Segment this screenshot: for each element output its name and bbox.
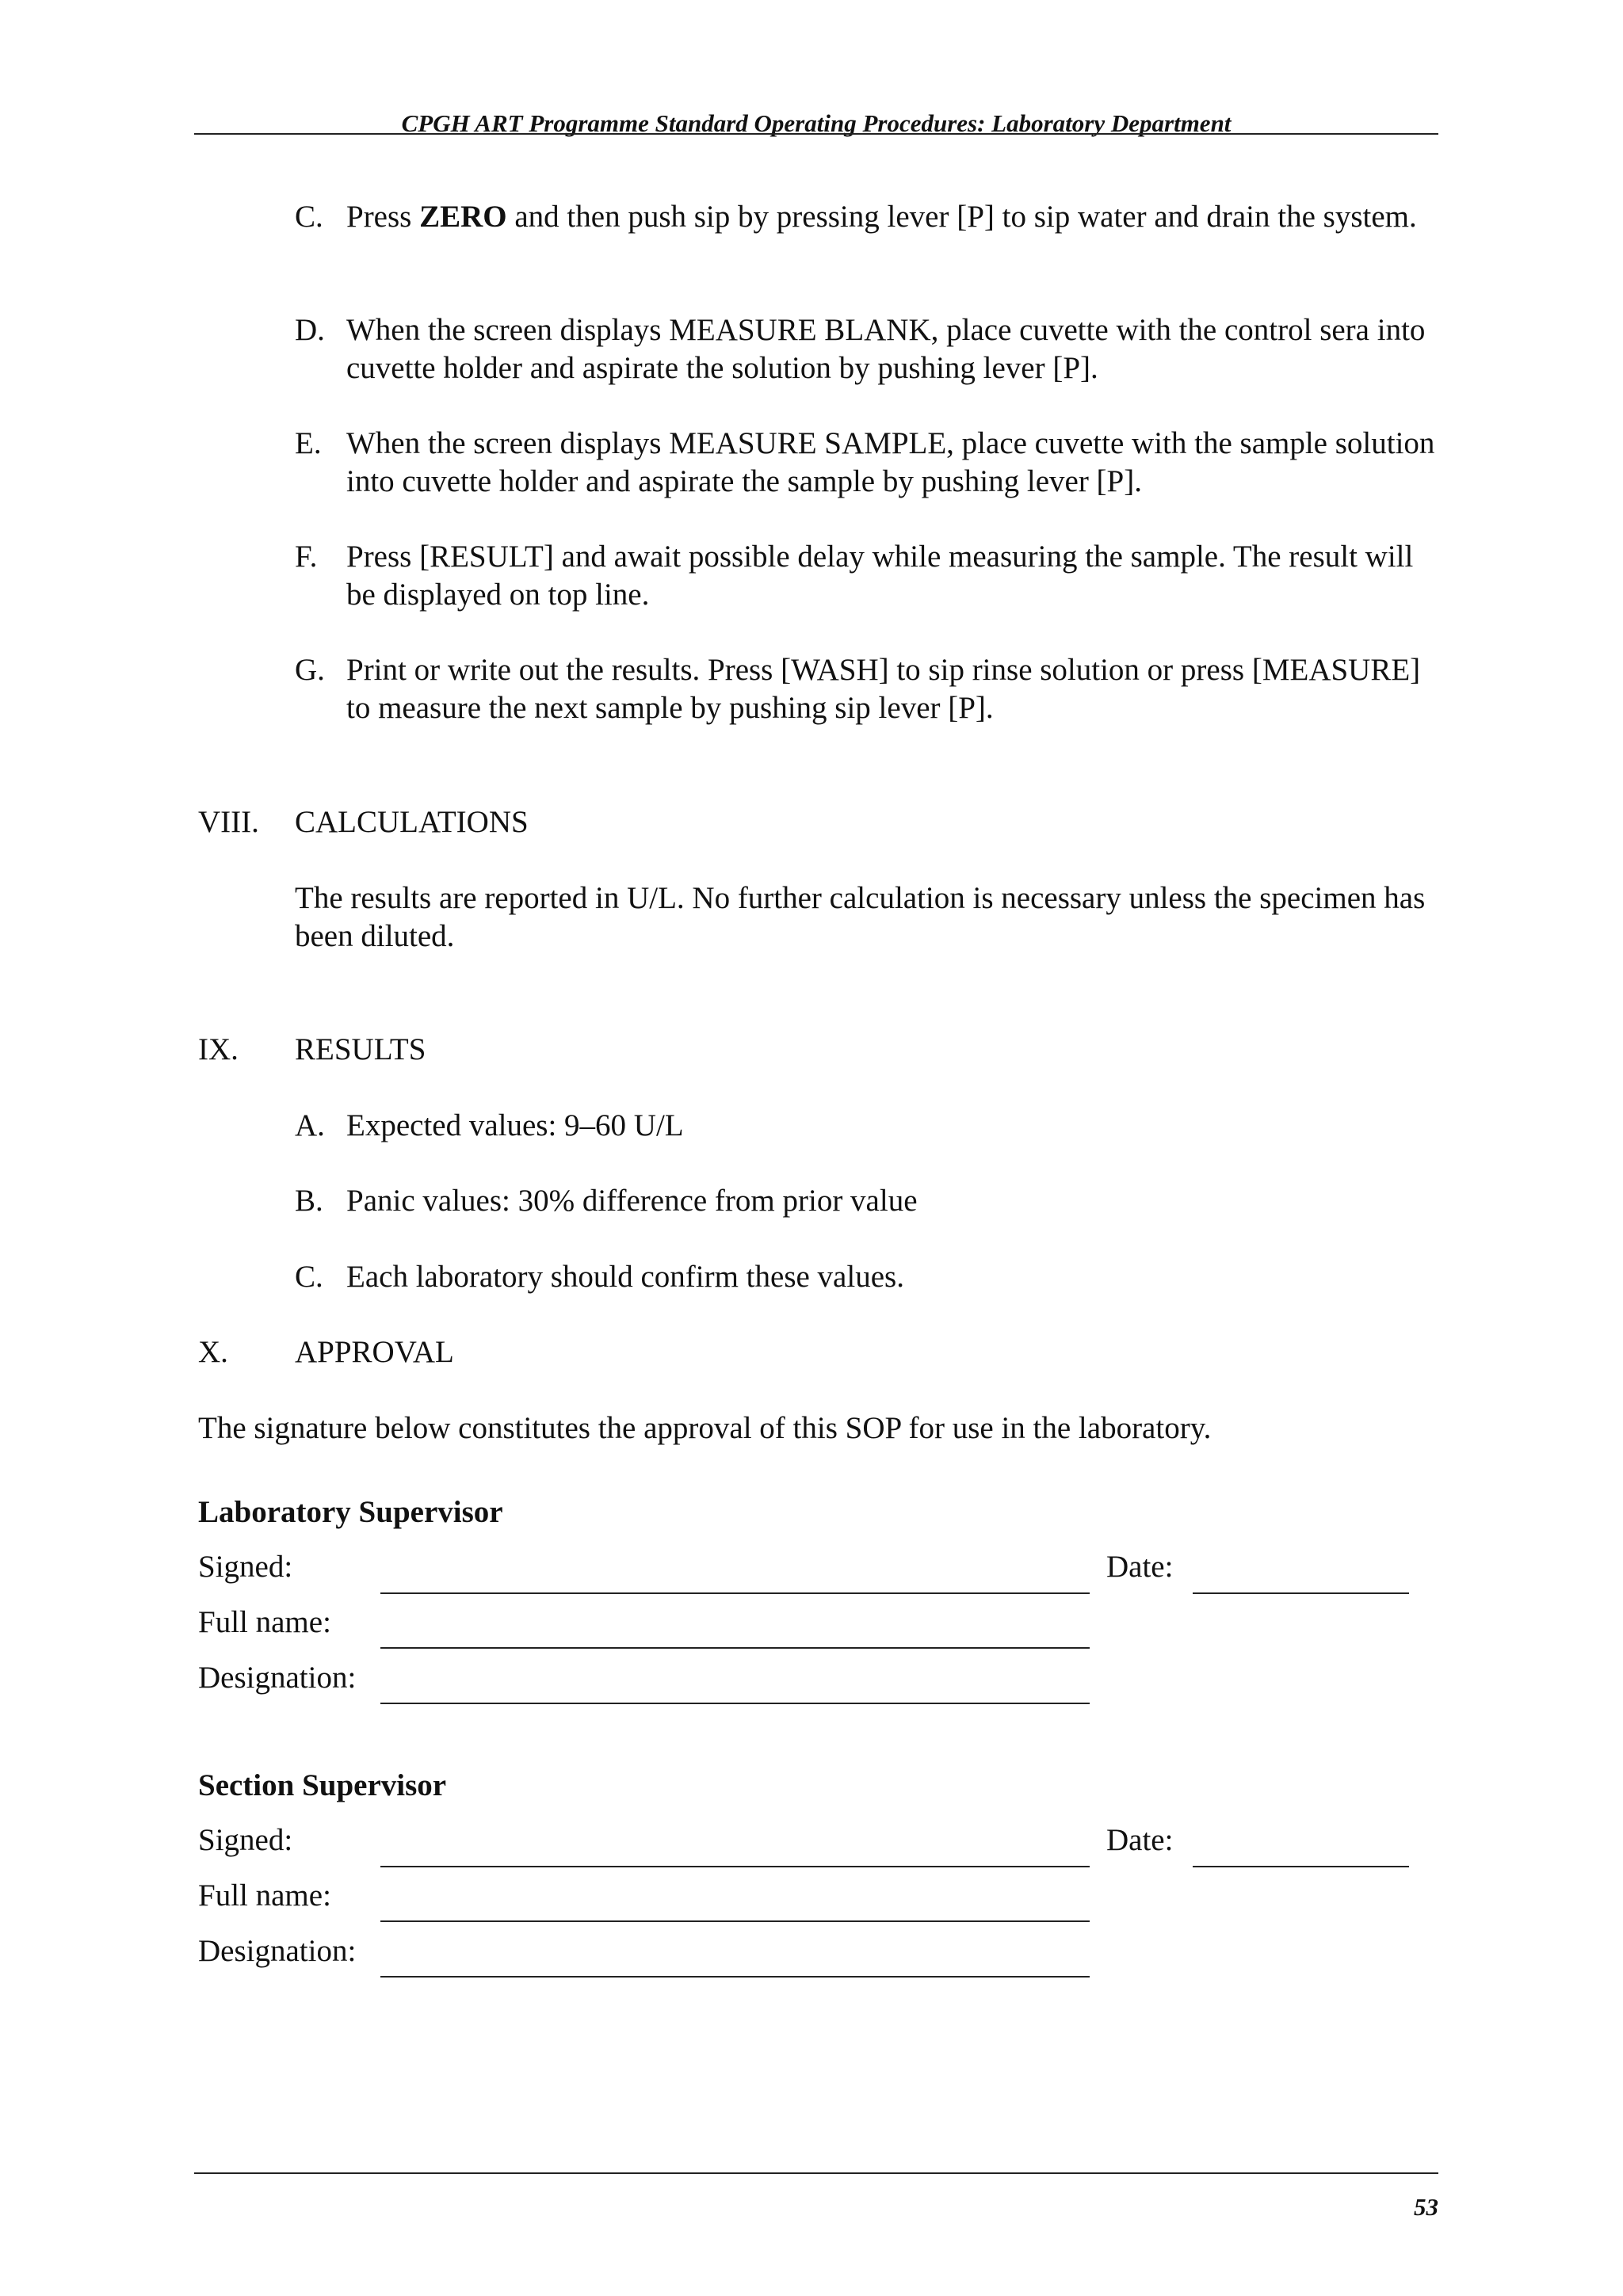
lab-supervisor-heading: Laboratory Supervisor	[198, 1495, 503, 1529]
step-e	[295, 425, 1444, 501]
step-d	[295, 311, 1444, 387]
date-field[interactable]	[1193, 1866, 1409, 1867]
approval-statement: The signature below constitutes the approval of this SOP for use in the laboratory.	[198, 1411, 1212, 1445]
zero-key: ZERO	[419, 200, 507, 234]
designation-field[interactable]	[380, 1976, 1090, 1978]
date-label: Date:	[1106, 1550, 1174, 1584]
step-g	[295, 651, 1444, 727]
step-c	[295, 198, 1444, 236]
result-item-c	[295, 1258, 1444, 1296]
fullname-label: Full name:	[198, 1605, 331, 1639]
step-text: Press [RESULT] and await possible delay while measuring the sample. The result will be displayed on top line.	[346, 540, 1414, 612]
section-number: VIII.	[198, 805, 259, 839]
date-field[interactable]	[1193, 1592, 1409, 1594]
fullname-field[interactable]	[380, 1647, 1090, 1649]
signed-label: Signed:	[198, 1550, 293, 1584]
step-label: F.	[295, 540, 318, 574]
item-label: A.	[295, 1108, 325, 1142]
section-number: IX.	[198, 1032, 239, 1066]
result-item-b	[295, 1182, 1444, 1220]
running-header: CPGH ART Programme Standard Operating Procedures: Laboratory Department	[401, 109, 1232, 137]
step-label: E.	[295, 426, 322, 460]
section-title: APPROVAL	[295, 1335, 454, 1369]
signed-field[interactable]	[380, 1866, 1090, 1867]
designation-label: Designation:	[198, 1934, 357, 1968]
step-label: D.	[295, 313, 325, 347]
fullname-label: Full name:	[198, 1878, 331, 1913]
item-label: B.	[295, 1184, 323, 1218]
result-item-a	[295, 1107, 1444, 1145]
designation-label: Designation:	[198, 1661, 357, 1695]
page-number: 53	[1414, 2193, 1438, 2221]
step-label: G.	[295, 653, 325, 687]
footer-rule	[194, 2172, 1438, 2174]
section-number: X.	[198, 1335, 228, 1369]
step-text: When the screen displays MEASURE SAMPLE, place cuvette with the sample solution into cuvette holder and aspirate the sample by pushing lever [P].	[346, 426, 1435, 498]
item-text: Expected values: 9–60 U/L	[346, 1108, 684, 1142]
header-rule	[194, 133, 1438, 135]
item-text: Each laboratory should confirm these values.	[346, 1260, 904, 1294]
date-label: Date:	[1106, 1823, 1174, 1857]
signed-field[interactable]	[380, 1592, 1090, 1594]
signed-label: Signed:	[198, 1823, 293, 1857]
step-text: When the screen displays MEASURE BLANK, place cuvette with the control sera into cuvette holder and aspirate the solution by pushing lever [P].	[346, 313, 1426, 385]
item-text: Panic values: 30% difference from prior value	[346, 1184, 918, 1218]
calculations-text: The results are reported in U/L. No further calculation is necessary unless the specimen has been diluted.	[295, 881, 1426, 953]
step-text: Press ZERO and then push sip by pressing lever [P] to sip water and drain the system.	[346, 200, 1417, 234]
designation-field[interactable]	[380, 1703, 1090, 1704]
section-title: CALCULATIONS	[295, 805, 529, 839]
fullname-field[interactable]	[380, 1920, 1090, 1922]
section-title: RESULTS	[295, 1032, 426, 1066]
step-f	[295, 538, 1444, 614]
step-label: C.	[295, 200, 323, 234]
section-supervisor-heading: Section Supervisor	[198, 1768, 447, 1802]
step-text: Print or write out the results. Press [WASH] to sip rinse solution or press [MEASURE] to measure the next sample by pushing sip lever [P].	[346, 653, 1421, 725]
item-label: C.	[295, 1260, 323, 1294]
